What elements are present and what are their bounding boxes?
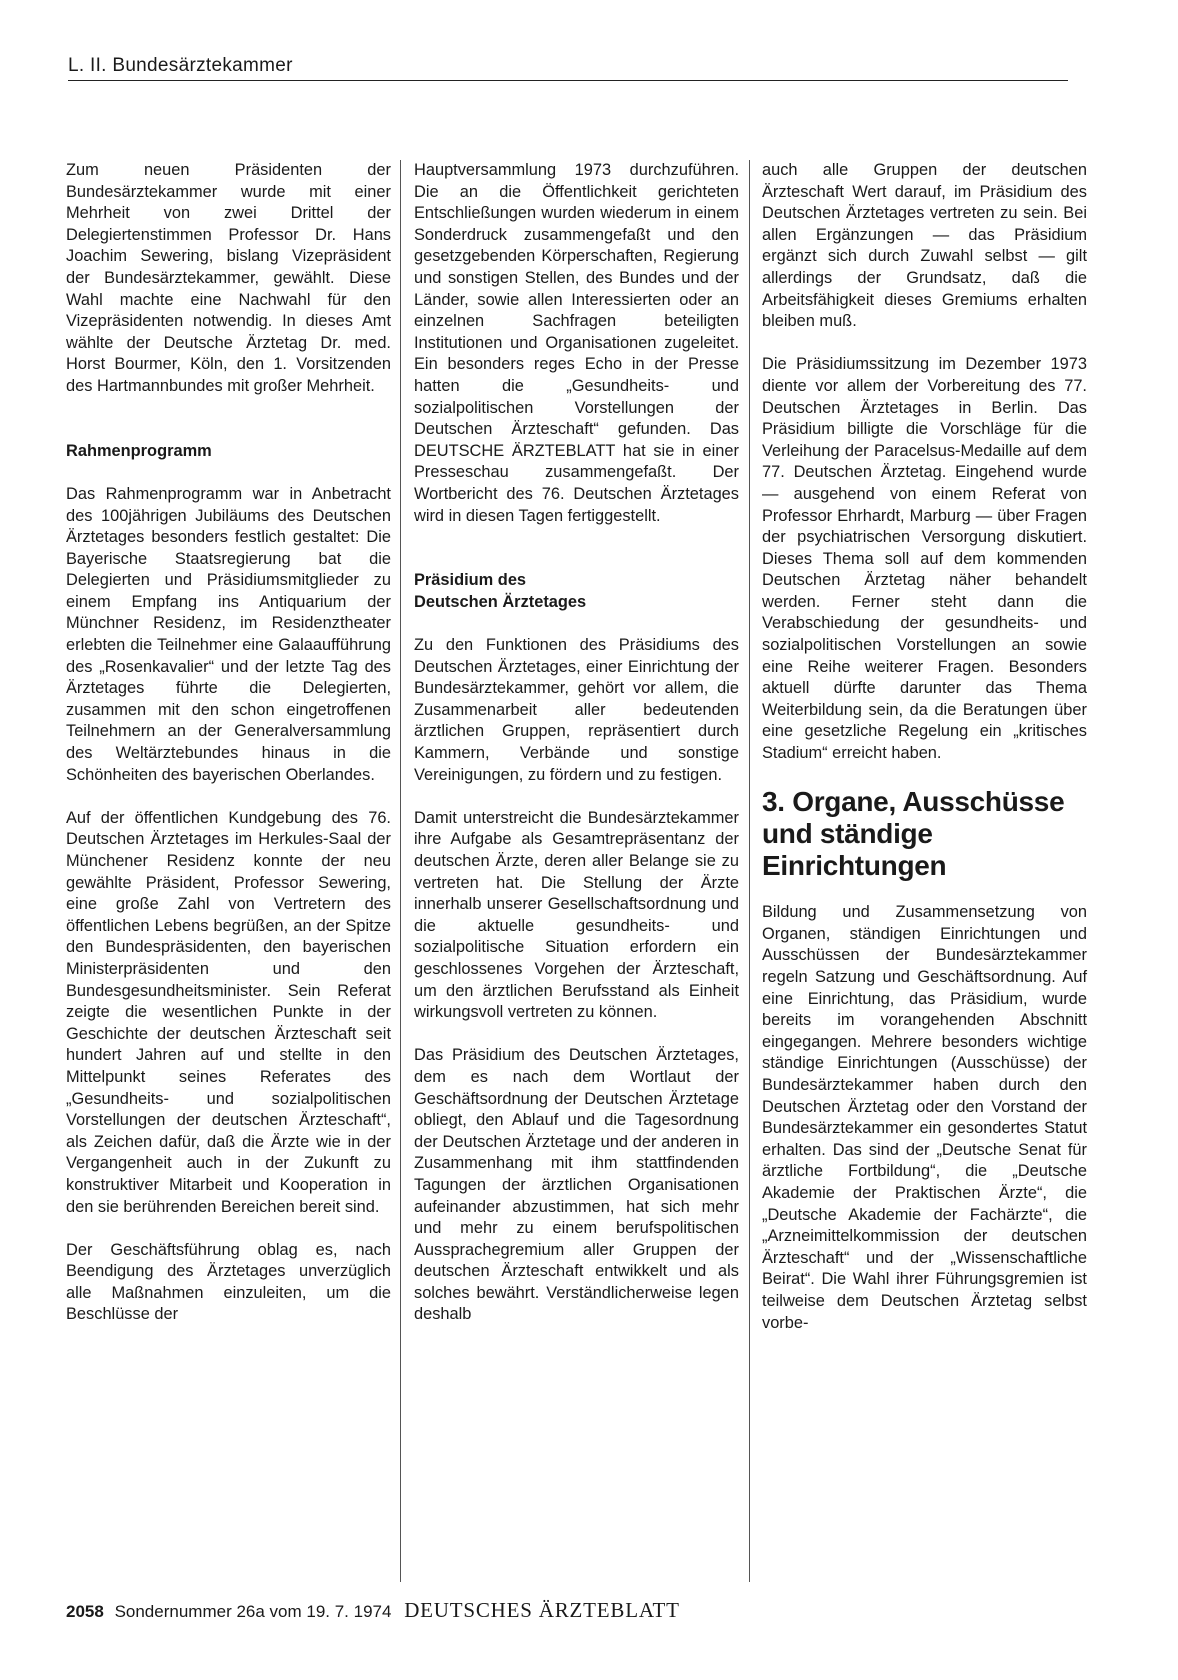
paragraph: Auf der öffentlichen Kundgebung des 76. Deutschen Ärztetages im Herkules-Saal der Münchener Residenz konnte der neu gewählte Präsident, Professor Sewering, eine große Zahl von Vertretern des öffentlichen Lebens begrüßen, an der Spitze den Bundespräsidenten, den bayerischen Ministerpräsidenten und den Bundesgesundheitsminister. Sein Referat zeigte die wesentlichen Punkte in der Geschichte der deutschen Ärzteschaft seit hundert Jahren auf und stellte in den Mittelpunkt seines Referates des „Gesundheits- und sozialpolitischen Vorstellungen der deutschen Ärzteschaft“, als Zeichen dafür, daß die Ärzte wie in der Vergangenheit auch in der Zukunft zu konstruktiver Mitarbeit und Kooperation in den sie berührenden Bereichen bereit sind. xyxy=(66,808,391,1216)
page-number: 2058 xyxy=(66,1602,104,1621)
paragraph: Hauptversammlung 1973 durchzuführen. Die an die Öffentlichkeit gerichteten Entschließungen wurden wiederum in einem Sonderdruck zusammengefaßt und den gesetzgebenden Körperschaften, Regierung und sonstigen Stellen, des Bundes und der Länder, sowie allen Interessierten oder an einzelnen Sachfragen beteiligten Institutionen und Organisationen zugeleitet. Ein besonders reges Echo in der Presse hatten die „Gesundheits- und sozialpolitischen Vorstellungen der Deutschen Ärzteschaft“ gefunden. Das DEUTSCHE ÄRZTEBLATT hat sie in einer Presseschau zusammengefaßt. Der Wortbericht des 76. Deutschen Ärztetages wird in diesen Tagen fertiggestellt. xyxy=(414,161,739,525)
column-3 xyxy=(762,160,1087,1356)
paragraph: Bildung und Zusammensetzung von Organen, ständigen Einrichtungen und Ausschüssen der Bundesärztekammer regeln Satzung und Geschäftsordnung. Auf eine Einrichtung, das Präsidium, wurde bereits im vorangehenden Abschnitt eingegangen. Mehrere besonders wichtige ständige Einrichtungen (Ausschüsse) der Bundesärztekammer haben durch den Deutschen Ärztetag oder den Vorstand der Bundesärztekammer ein gesondertes Statut erhalten. Das sind der „Deutsche Senat für ärztliche Fortbildung“, die „Deutsche Akademie der Praktischen Ärzte“, die „Deutsche Akademie der Fachärzte“, die „Arzneimittelkommission der deutschen Ärzteschaft“ und der „Wissenschaftliche Beirat“. Die Wahl ihrer Führungsgremien ist teilweise dem Deutschen Ärztetag selbst vorbe- xyxy=(762,903,1087,1332)
issue-info: Sondernummer 26a vom 19. 7. 1974 xyxy=(114,1602,392,1621)
paragraph: Das Präsidium des Deutschen Ärztetages, dem es nach dem Wortlaut der Geschäftsordnung der Deutschen Ärztetage obliegt, den Ablauf und die Tagesordnung der Deutschen Ärztetage und der anderen in Zusammenhang mit ihm stattfindenden Tagungen der ärztlichen Organisationen aufeinander abzustimmen, hat sich mehr und mehr zu einem berufspolitischen Aussprachegremium aller Gruppen der deutschen Ärzteschaft entwikkelt und als solches bewährt. Verständlicherweise legen deshalb xyxy=(414,1046,739,1324)
paragraph: Der Geschäftsführung oblag es, nach Beendigung des Ärztetages unverzüglich alle Maßnahmen einzuleiten, um die Beschlüsse der xyxy=(66,1240,391,1324)
paragraph: Zu den Funktionen des Präsidiums des Deutschen Ärztetages, einer Einrichtung der Bundesärztekammer, gehört vor allem, die Zusammenarbeit aller bedeutenden ärztlichen Gruppen, repräsentiert durch Kammern, Verbände und sonstige Vereinigungen, zu fördern und zu festigen. xyxy=(414,636,739,784)
subheading-rahmenprogramm: Rahmenprogramm xyxy=(66,441,212,460)
subheading-line: Deutschen Ärztetages xyxy=(414,592,587,611)
paragraph: Damit unterstreicht die Bundesärztekammer ihre Aufgabe als Gesamtrepräsentanz der deutschen Ärzte, deren aller Belange sie zu vertreten hat. Die Stellung der Ärzte innerhalb unserer Gesellschaftsordnung und die aktuelle gesundheits- und sozialpolitische Situation erfordern ein geschlossenes Vorgehen der Ärzteschaft, um den ärztlichen Berufsstand als Einheit wirkungsvoll vertreten zu können. xyxy=(414,808,739,1022)
subheading-line: Präsidium des xyxy=(414,571,527,590)
paragraph: Das Rahmenprogramm war in Anbetracht des 100jährigen Jubiläums des Deutschen Ärztetages besonders festlich gestaltet: Die Bayerische Staatsregierung bat die Delegierten und Präsidiumsmitglieder zu einem Empfang ins Antiquarium der Münchner Residenz, im Residenztheater erlebten die Teilnehmer eine Galaaufführung des „Rosenkavalier“ und der letzte Tag des Ärztetages führte die Delegierten, zusammen mit den schon eingetroffenen Teilnehmern an der Generalversammlung des Weltärztebundes hinaus in die Schönheiten des bayerischen Oberlandes. xyxy=(66,484,391,784)
column-2 xyxy=(414,160,739,1348)
subheading-praesidium xyxy=(414,570,739,613)
section-heading: 3. Organe, Ausschüsse und ständige Einrichtungen xyxy=(762,786,1065,882)
paragraph: auch alle Gruppen der deutschen Ärzteschaft Wert darauf, im Präsidium des Deutschen Ärztetages vertreten zu sein. Bei allen Ergänzungen — das Präsidium ergänzt sich durch Zuwahl selbst — gilt allerdings der Grundsatz, daß die Arbeitsfähigkeit dieses Gremiums erhalten bleiben muß. xyxy=(762,161,1087,331)
paragraph: Die Präsidiumssitzung im Dezember 1973 diente vor allem der Vorbereitung des 77. Deutschen Ärztetages in Berlin. Das Präsidium billigte die Vorschläge für die Verleihung der Paracelsus-Medaille auf dem 77. Deutschen Ärztetag. Eingehend wurde — ausgehend von einem Referat von Professor Ehrhardt, Marburg — über Fragen der psychiatrischen Versorgung diskutiert. Dieses Thema soll auf dem kommenden Deutschen Ärztetag näher behandelt werden. Ferner steht dann die Verabschiedung der gesundheits- und sozialpolitischen Vorstellungen an sowie eine Reihe weiterer Fragen. Besonders aktuell dürfte darunter das Thema Weiterbildung sein, da die Beratungen über eine gesetzliche Regelung ein „kritisches Stadium“ erreicht haben. xyxy=(762,355,1087,763)
column-divider-2 xyxy=(749,160,750,1582)
column-divider-1 xyxy=(400,160,401,1582)
journal-title: DEUTSCHES ÄRZTEBLATT xyxy=(404,1598,680,1622)
paragraph: Zum neuen Präsidenten der Bundesärztekammer wurde mit einer Mehrheit von zwei Drittel der Delegiertenstimmen Professor Dr. Hans Joachim Sewering, bislang Vizepräsident der Bundesärztekammer, gewählt. Diese Wahl machte eine Nachwahl für den Vizepräsidenten notwendig. In dieses Amt wählte der Deutsche Ärztetag Dr. med. Horst Bourmer, Köln, den 1. Vorsitzenden des Hartmannbundes mit großer Mehrheit. xyxy=(66,161,391,395)
running-head: L. II. Bundesärztekammer xyxy=(68,55,293,76)
header-rule xyxy=(68,80,1068,81)
column-1 xyxy=(66,160,391,1348)
page-footer xyxy=(66,1598,680,1623)
